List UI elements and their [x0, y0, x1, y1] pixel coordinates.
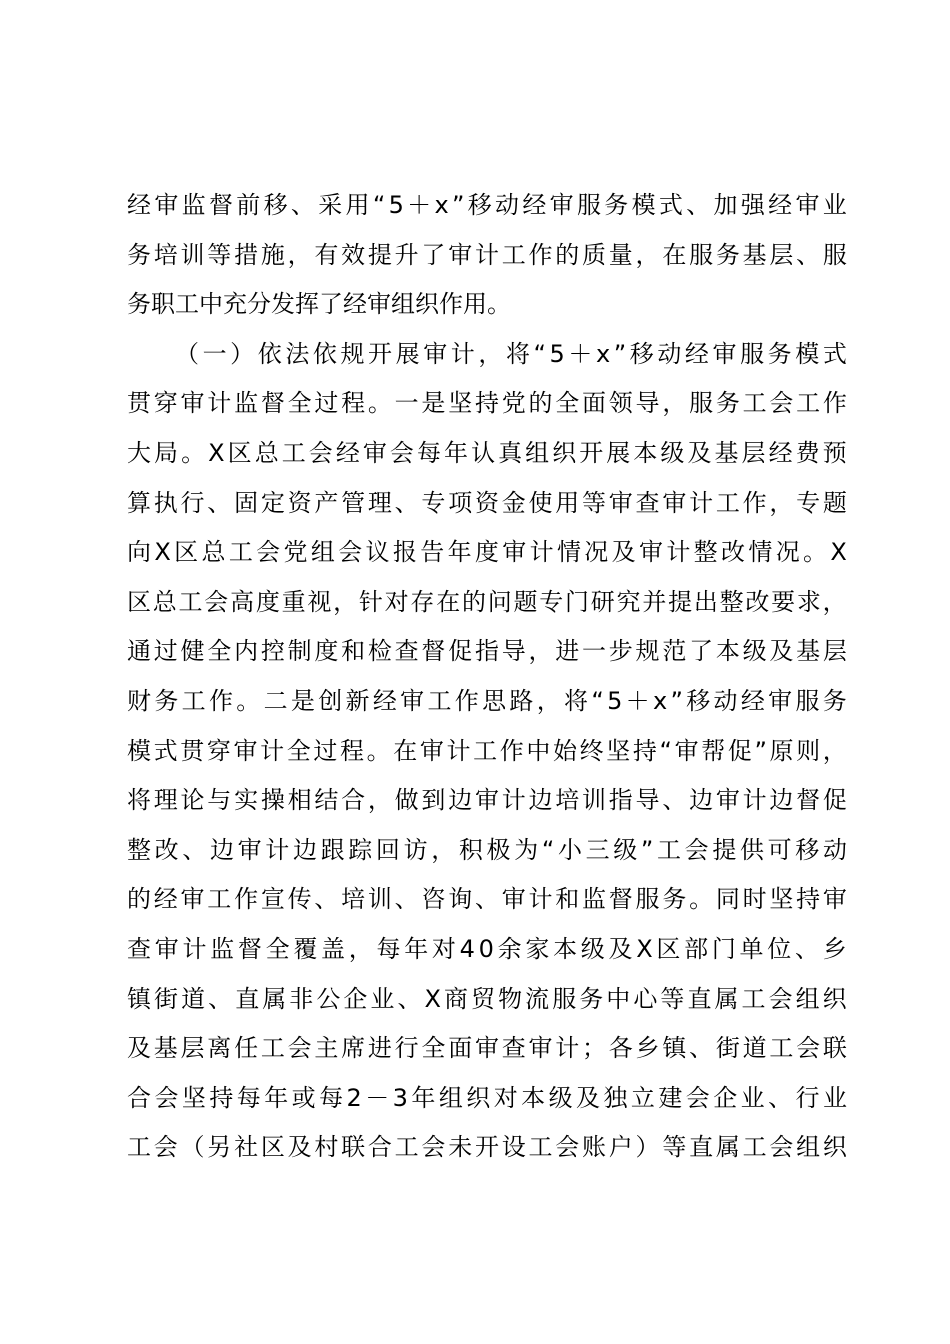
text-line: 查 审 计 监 督 全 覆 盖 ， 每 年 对 4 0 余 家 本 级 及 X 区 部 门 单 位 、 乡 [127, 934, 847, 963]
text-line: 合 会 坚 持 每 年 或 每 2 － 3 年 组 织 对 本 级 及 独 立 建 会 企 业 、 行 业 [127, 1083, 847, 1112]
text-line: 务职工中充分发挥了经审组织作用。 [127, 290, 511, 319]
body-text [127, 181, 847, 1173]
text-line: 的 经 审 工 作 宣 传 、 培 训 、 咨 询 、 审 计 和 监 督 服 务 。 同 时 坚 持 审 [127, 885, 847, 914]
text-line: 向 X 区 总 工 会 党 组 会 议 报 告 年 度 审 计 情 况 及 审 计 整 改 情 况 。 X [127, 538, 847, 567]
text-line: 务 培 训 等 措 施 ， 有 效 提 升 了 审 计 工 作 的 质 量 ， 在 服 务 基 层 、 服 [127, 240, 847, 269]
text-line: 模 式 贯 穿 审 计 全 过 程 。 在 审 计 工 作 中 始 终 坚 持 “ 审 帮 促 ” 原 则 ， [127, 736, 847, 765]
text-line: （ 一 ） 依 法 依 规 开 展 审 计 ， 将 “ 5 ＋ x ” 移 动 经 审 服 务 模 式 [175, 339, 847, 368]
text-line: 镇 街 道 、 直 属 非 公 企 业 、 X 商 贸 物 流 服 务 中 心 等 直 属 工 会 组 织 [127, 984, 847, 1013]
text-line: 将 理 论 与 实 操 相 结 合 ， 做 到 边 审 计 边 培 训 指 导 、 边 审 计 边 督 促 [127, 786, 847, 815]
text-line: 经 审 监 督 前 移 、 采 用 “ 5 ＋ x ” 移 动 经 审 服 务 模 式 、 加 强 经 审 业 [127, 191, 847, 219]
text-line: 算 执 行 、 固 定 资 产 管 理 、 专 项 资 金 使 用 等 审 查 审 计 工 作 ， 专 题 [127, 488, 847, 517]
text-line: 区 总 工 会 高 度 重 视 ， 针 对 存 在 的 问 题 专 门 研 究 并 提 出 整 改 要 求 ， [127, 587, 847, 616]
text-line: 工 会 （ 另 社 区 及 村 联 合 工 会 未 开 设 工 会 账 户 ） 等 直 属 工 会 组 织 [127, 1133, 847, 1162]
text-line: 整 改 、 边 审 计 边 跟 踪 回 访 ， 积 极 为 “ 小 三 级 ” 工 会 提 供 可 移 动 [127, 835, 847, 864]
text-line: 贯 穿 审 计 监 督 全 过 程 。 一 是 坚 持 党 的 全 面 领 导 ， 服 务 工 会 工 作 [127, 389, 847, 418]
text-line: 及 基 层 离 任 工 会 主 席 进 行 全 面 审 查 审 计 ； 各 乡 镇 、 街 道 工 会 联 [127, 1034, 847, 1063]
text-line: 财 务 工 作 。 二 是 创 新 经 审 工 作 思 路 ， 将 “ 5 ＋ x ” 移 动 经 审 服 务 [127, 686, 847, 715]
text-line: 大 局 。 X 区 总 工 会 经 审 会 每 年 认 真 组 织 开 展 本 级 及 基 层 经 费 预 [127, 438, 847, 467]
text-line: 通 过 健 全 内 控 制 度 和 检 查 督 促 指 导 ， 进 一 步 规 范 了 本 级 及 基 层 [127, 637, 847, 666]
